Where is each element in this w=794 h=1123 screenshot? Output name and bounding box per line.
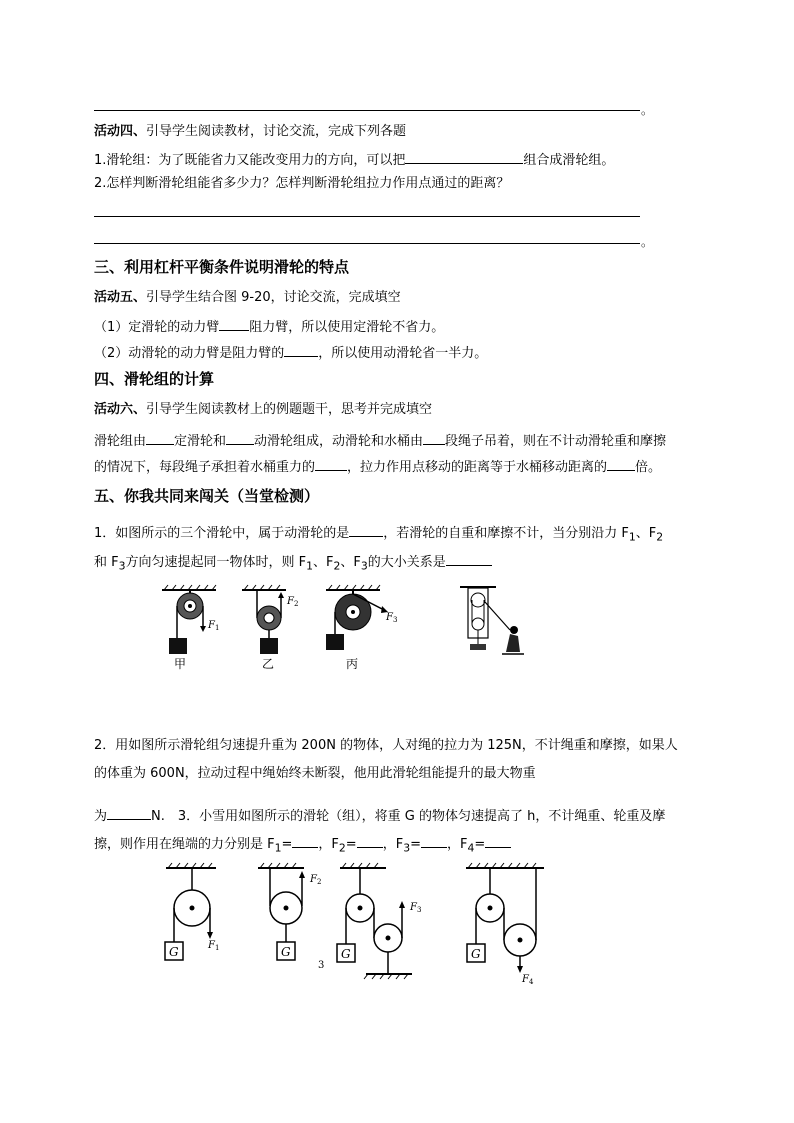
q3-fig3: [318, 863, 421, 979]
activity4-q1: 1.滑轮组：为了既能省力又能改变用力的方向，可以把 组合成滑轮组。: [94, 149, 614, 170]
svg-text:1: 1: [215, 624, 220, 632]
svg-text:F: F: [208, 940, 215, 951]
activity4-title: 活动四、: [94, 124, 147, 139]
q3-fig4: [466, 863, 544, 986]
svg-text:F: F: [522, 974, 529, 985]
q3-fig1: [165, 863, 219, 960]
fill-blank[interactable]: [446, 551, 492, 566]
fixed-pulley-jia: [162, 585, 219, 671]
activity4-q2: 2.怎样判断滑轮组能省多少力？怎样判断滑轮组拉力作用点通过的距离？: [94, 176, 510, 191]
fill-blank[interactable]: [292, 833, 318, 848]
fill-blank[interactable]: [421, 833, 447, 848]
q1-line1: 1．如图所示的三个滑轮中，属于动滑轮的是 ，若滑轮的自重和摩擦不计，当分别沿力 $F_1$、$F_2$: [94, 522, 663, 547]
svg-text:G: G: [341, 947, 351, 961]
answer-line: [94, 110, 640, 111]
fixed-pulley-bing: [326, 585, 397, 671]
q2-line2: 的体重为 600N，拉动过程中绳始终未断裂，他用此滑轮组能提升的最大物重: [94, 766, 536, 781]
fill-blank[interactable]: [607, 456, 635, 471]
fill-blank[interactable]: [146, 430, 174, 445]
fill-blank[interactable]: [226, 430, 254, 445]
force-label-f2: F: [287, 596, 294, 607]
period: 。: [641, 235, 654, 249]
period: 。: [641, 103, 654, 117]
svg-text:3: 3: [318, 960, 325, 971]
svg-text:3: 3: [417, 906, 422, 914]
q3-line4: 擦，则作用在绳端的力分别是 $F_1=$ ，$F_2=$ ，$F_3=$ ，$F_4=$: [94, 833, 511, 858]
q2-line3: 为 N. 3．小雪用如图所示的滑轮（组），将重 G 的物体匀速提高了 h，不计绳重、轮重及摩: [94, 805, 665, 826]
fill-blank[interactable]: [349, 522, 383, 537]
svg-text:2: 2: [317, 878, 322, 886]
activity5-line: 活动五、引导学生结合图 9-20，讨论交流，完成填空: [94, 290, 401, 305]
svg-text:G: G: [281, 945, 291, 959]
answer-line: [94, 216, 640, 217]
pulley-figures-q3: [150, 862, 570, 987]
activity6-line: 活动六、引导学生阅读教材上的例题题干，思考并完成填空: [94, 402, 433, 417]
activity5-item1: （1）定滑轮的动力臂 阻力臂，所以使用定滑轮不省力。: [94, 316, 444, 337]
svg-text:G: G: [471, 947, 481, 961]
pulley-figures-q1: [150, 582, 550, 672]
fill-blank[interactable]: [284, 342, 318, 357]
svg-text:F: F: [410, 902, 417, 913]
section3-heading: 三、利用杠杆平衡条件说明滑轮的特点: [94, 258, 350, 276]
fill-blank[interactable]: [357, 833, 383, 848]
activity6-para2: 的情况下，每段绳子承担着水桶重力的 ，拉力作用点移动的距离等于水桶移动距离的 倍。: [94, 456, 661, 477]
force-label-f3: F: [386, 612, 393, 623]
fill-blank[interactable]: [405, 149, 523, 164]
activity5-item2: （2）动滑轮的动力臂是阻力臂的 ，所以使用动滑轮省一半力。: [94, 342, 487, 363]
fill-blank[interactable]: [219, 316, 249, 331]
svg-text:1: 1: [215, 944, 220, 952]
answer-line: [94, 243, 640, 244]
section4-heading: 四、滑轮组的计算: [94, 370, 215, 388]
activity4-text: 引导学生阅读教材，讨论交流，完成下列各题: [146, 124, 407, 139]
svg-text:2: 2: [294, 600, 299, 608]
activity4-line: [94, 123, 406, 141]
q3-fig2: [258, 863, 321, 960]
fill-blank[interactable]: [315, 456, 347, 471]
section5-heading: 五、你我共同来闯关（当堂检测）: [94, 487, 320, 505]
label-bing: 丙: [346, 657, 359, 671]
label-yi: 乙: [262, 657, 275, 671]
fill-blank[interactable]: [107, 805, 151, 820]
fill-blank[interactable]: [485, 833, 511, 848]
q1-line2: 和 $F_3$方向匀速提起同一物体时，则 $F_1$、$F_2$、$F_3$的大小关系是: [94, 551, 492, 576]
label-jia: 甲: [174, 657, 187, 671]
q2-line1: 2．用如图所示滑轮组匀速提升重为 200N 的物体，人对绳的拉力为 125N，不计绳重和摩擦，如果人: [94, 738, 678, 753]
force-label-f1: F: [208, 620, 215, 631]
svg-text:3: 3: [393, 616, 398, 624]
fill-blank[interactable]: [423, 430, 445, 445]
movable-pulley-yi: [242, 585, 298, 671]
pulley-block-person: [460, 587, 524, 654]
svg-text:F: F: [310, 874, 317, 885]
svg-text:4: 4: [529, 978, 534, 986]
svg-text:G: G: [169, 945, 179, 959]
activity6-para1: 滑轮组由 定滑轮和 动滑轮组成，动滑轮和水桶由 段绳子吊着，则在不计动滑轮重和摩擦: [94, 430, 666, 451]
